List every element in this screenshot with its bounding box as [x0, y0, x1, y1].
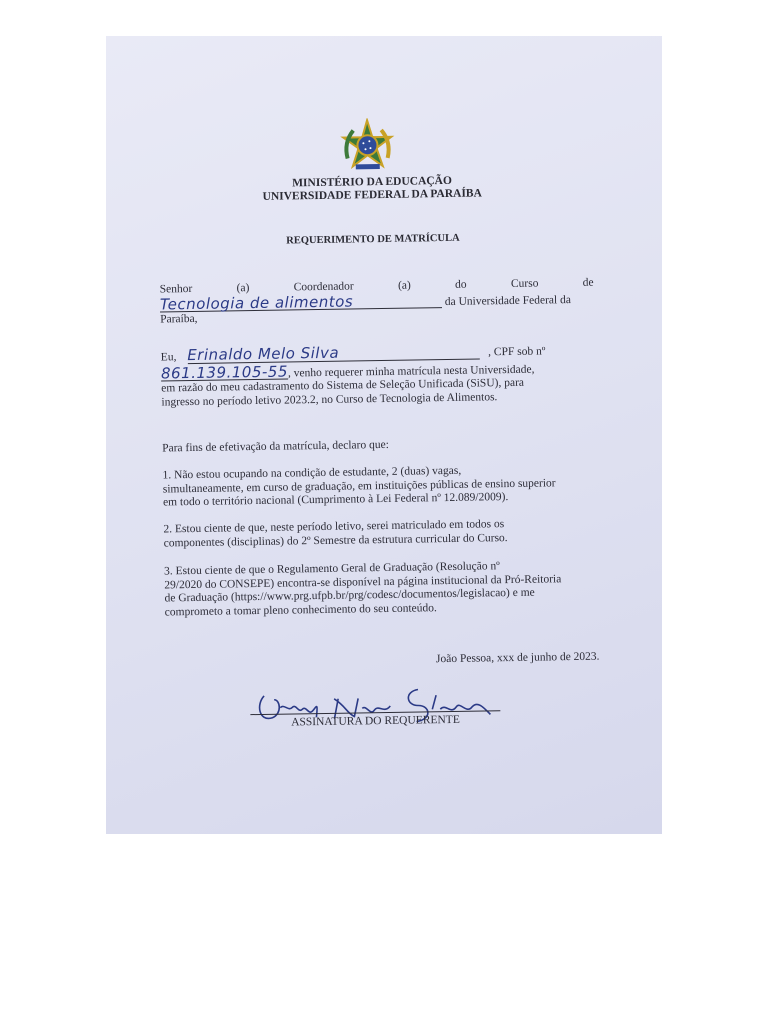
salutation-word: Senhor: [159, 282, 193, 296]
coat-of-arms-icon: [339, 118, 396, 175]
item-line: 3. Estou ciente de que o Regulamento Geral de Graduação (Resolução nº: [164, 560, 500, 578]
course-handwritten: Tecnologia de alimentos: [160, 294, 442, 313]
declaration-intro: Para fins de efetivação da matrícula, declaro que:: [162, 438, 389, 455]
salutation-line-3: Paraíba,: [160, 312, 198, 326]
cpf-handwritten: 861.139.105-55: [160, 362, 289, 382]
salutation-word: Curso: [510, 277, 539, 290]
declarant-line-3: em razão do meu cadastramento do Sistema de Seleção Unificada (SiSU), para: [161, 376, 525, 395]
item-line: componentes (disciplinas) do 2º Semestre da estrutura curricular do Curso.: [163, 531, 508, 549]
declarant-line-4: ingresso no período letivo 2023.2, no Curso de Tecnologia de Alimentos.: [161, 390, 498, 408]
salutation-word: Coordenador: [293, 280, 354, 294]
salutation-suffix: da Universidade Federal da: [444, 293, 572, 308]
document-photo: [106, 36, 662, 834]
declarant-continuation: , venho requerer minha matrícula nesta Universidade,: [287, 363, 535, 380]
item-line: 2. Estou ciente de que, neste período letivo, serei matriculado em todos os: [163, 518, 505, 536]
declaration-item-1: [163, 463, 598, 510]
item-line: 29/2020 do CONSEPE) encontra-se disponível na página institucional da Pró-Reitoria: [164, 572, 562, 591]
ministry-name: MINISTÉRIO DA EDUCAÇÃO: [292, 174, 452, 190]
item-line: 1. Não estou ocupando na condição de estudante, 2 (duas) vagas,: [162, 464, 462, 482]
salutation-paragraph: [160, 277, 595, 327]
item-line: de Graduação (https://www.prg.ufpb.br/prg/codesc/documentos/legislacao) e me: [164, 586, 535, 605]
declarant-paragraph: [161, 343, 596, 410]
document-sheet: [106, 36, 662, 834]
declarant-prefix: Eu,: [160, 351, 177, 364]
declaration-item-3: [164, 559, 599, 620]
university-name: UNIVERSIDADE FEDERAL DA PARAÍBA: [262, 187, 482, 203]
item-line: comprometo a tomar pleno conhecimento do seu conteúdo.: [164, 601, 437, 618]
salutation-word: (a): [236, 282, 250, 295]
declaration-item-2: [163, 517, 597, 551]
name-handwritten: Erinaldo Melo Silva: [187, 344, 479, 363]
signature-label: ASSINATURA DO REQUERENTE: [250, 710, 500, 729]
item-line: simultaneamente, em curso de graduação, em instituições públicas de ensino superior: [162, 476, 556, 495]
place-date: João Pessoa, xxx de junho de 2023.: [435, 650, 600, 666]
salutation-word: de: [582, 276, 594, 289]
document-title: REQUERIMENTO DE MATRÍCULA: [286, 232, 460, 247]
institution-header: [222, 174, 522, 205]
cpf-label: , CPF sob nº: [488, 345, 546, 359]
salutation-word: (a): [397, 279, 411, 292]
salutation-word: do: [455, 278, 467, 291]
item-line: em todo o território nacional (Cumprimento à Lei Federal nº 12.089/2009).: [162, 491, 509, 509]
